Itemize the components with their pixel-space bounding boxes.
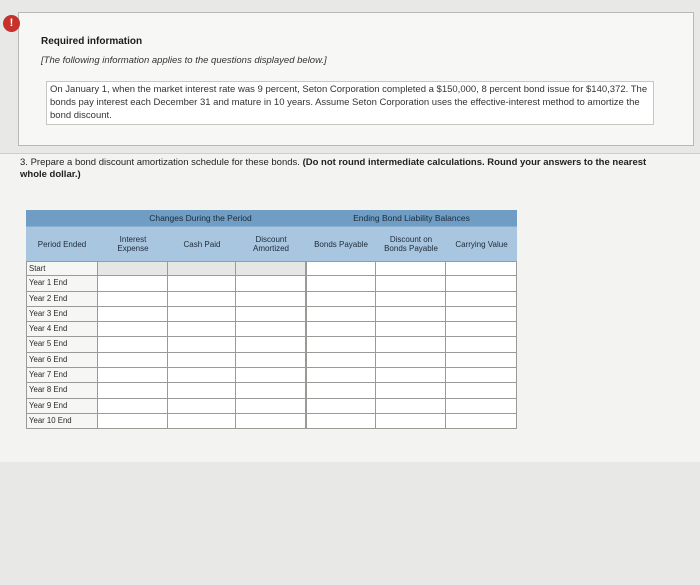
bonds-payable-input[interactable] bbox=[306, 276, 376, 291]
interest-expense-input[interactable] bbox=[98, 414, 168, 429]
bonds-payable-input[interactable] bbox=[306, 322, 376, 337]
col-header-discount-on-bonds-payable: Discount on Bonds Payable bbox=[384, 235, 438, 253]
required-information-box bbox=[18, 12, 694, 146]
bonds-payable-input[interactable] bbox=[306, 337, 376, 352]
table-row bbox=[26, 414, 517, 429]
table-row bbox=[26, 353, 517, 368]
carrying-value-input[interactable] bbox=[446, 383, 517, 398]
table-row bbox=[26, 276, 517, 291]
cash-paid-input[interactable] bbox=[168, 307, 236, 322]
table-row bbox=[26, 368, 517, 383]
row-label: Year 2 End bbox=[26, 292, 98, 307]
col-header-discount-amortized: Discount Amortized bbox=[252, 235, 289, 253]
cash-paid-input[interactable] bbox=[168, 399, 236, 414]
discount-amortized-input[interactable] bbox=[236, 383, 306, 398]
question-rounding-note: (Do not round intermediate calculations. Round your answers to the nearest whole dollar.) bbox=[20, 157, 647, 180]
carrying-value-input[interactable] bbox=[446, 353, 517, 368]
row-label: Year 3 End bbox=[26, 307, 98, 322]
row-label: Year 6 End bbox=[26, 353, 98, 368]
cash-paid-input[interactable] bbox=[168, 353, 236, 368]
row-label: Year 7 End bbox=[26, 368, 98, 383]
carrying-value-input[interactable] bbox=[446, 337, 517, 352]
row-label: Year 10 End bbox=[26, 414, 98, 429]
cash-paid-input[interactable] bbox=[168, 383, 236, 398]
discount-on-bonds-payable-input[interactable] bbox=[376, 292, 446, 307]
cash-paid-input[interactable] bbox=[168, 414, 236, 429]
discount-on-bonds-payable-input[interactable] bbox=[376, 353, 446, 368]
carrying-value-input[interactable] bbox=[446, 261, 517, 276]
table-row bbox=[26, 337, 517, 352]
discount-on-bonds-payable-input[interactable] bbox=[376, 261, 446, 276]
discount-on-bonds-payable-input[interactable] bbox=[376, 414, 446, 429]
discount-amortized-input[interactable] bbox=[236, 337, 306, 352]
col-header-period-ended: Period Ended bbox=[37, 239, 87, 249]
carrying-value-input[interactable] bbox=[446, 399, 517, 414]
discount-on-bonds-payable-input[interactable] bbox=[376, 307, 446, 322]
carrying-value-input[interactable] bbox=[446, 414, 517, 429]
interest-expense-input[interactable] bbox=[98, 368, 168, 383]
table-row bbox=[26, 383, 517, 398]
cash-paid-input[interactable] bbox=[168, 337, 236, 352]
col-header-carrying-value: Carrying Value bbox=[455, 239, 508, 249]
cash-paid-input bbox=[168, 261, 236, 276]
bonds-payable-input[interactable] bbox=[306, 353, 376, 368]
interest-expense-input[interactable] bbox=[98, 307, 168, 322]
cash-paid-input[interactable] bbox=[168, 368, 236, 383]
discount-amortized-input[interactable] bbox=[236, 307, 306, 322]
row-label: Year 8 End bbox=[26, 383, 98, 398]
discount-amortized-input bbox=[236, 261, 306, 276]
discount-on-bonds-payable-input[interactable] bbox=[376, 383, 446, 398]
col-header-cash-paid: Cash Paid bbox=[183, 239, 221, 249]
discount-amortized-input[interactable] bbox=[236, 276, 306, 291]
question-text bbox=[20, 157, 670, 181]
question-number: 3. bbox=[20, 157, 28, 168]
group-header-changes: Changes During the Period bbox=[149, 213, 252, 223]
required-information-title: Required information bbox=[41, 36, 143, 47]
row-label: Year 9 End bbox=[26, 399, 98, 414]
cash-paid-input[interactable] bbox=[168, 292, 236, 307]
table-body bbox=[26, 261, 517, 429]
table-row bbox=[26, 322, 517, 337]
bonds-payable-input[interactable] bbox=[306, 368, 376, 383]
discount-on-bonds-payable-input[interactable] bbox=[376, 368, 446, 383]
discount-amortized-input[interactable] bbox=[236, 322, 306, 337]
group-header-ending-balances: Ending Bond Liability Balances bbox=[353, 213, 470, 223]
alert-icon: ! bbox=[3, 15, 20, 32]
bonds-payable-input[interactable] bbox=[306, 383, 376, 398]
interest-expense-input[interactable] bbox=[98, 322, 168, 337]
row-label: Year 5 End bbox=[26, 337, 98, 352]
carrying-value-input[interactable] bbox=[446, 276, 517, 291]
question-instruction: Prepare a bond discount amortization schedule for these bonds. bbox=[30, 157, 300, 168]
discount-amortized-input[interactable] bbox=[236, 414, 306, 429]
interest-expense-input[interactable] bbox=[98, 276, 168, 291]
bonds-payable-input[interactable] bbox=[306, 307, 376, 322]
carrying-value-input[interactable] bbox=[446, 307, 517, 322]
cash-paid-input[interactable] bbox=[168, 322, 236, 337]
row-label: Year 4 End bbox=[26, 322, 98, 337]
bonds-payable-input[interactable] bbox=[306, 414, 376, 429]
bonds-payable-input[interactable] bbox=[306, 292, 376, 307]
carrying-value-input[interactable] bbox=[446, 292, 517, 307]
interest-expense-input[interactable] bbox=[98, 383, 168, 398]
discount-amortized-input[interactable] bbox=[236, 368, 306, 383]
interest-expense-input[interactable] bbox=[98, 337, 168, 352]
discount-on-bonds-payable-input[interactable] bbox=[376, 322, 446, 337]
bonds-payable-input[interactable] bbox=[306, 399, 376, 414]
table-row bbox=[26, 261, 517, 276]
discount-amortized-input[interactable] bbox=[236, 399, 306, 414]
row-label: Start bbox=[26, 261, 98, 276]
discount-amortized-input[interactable] bbox=[236, 292, 306, 307]
interest-expense-input[interactable] bbox=[98, 292, 168, 307]
discount-on-bonds-payable-input[interactable] bbox=[376, 399, 446, 414]
discount-on-bonds-payable-input[interactable] bbox=[376, 276, 446, 291]
carrying-value-input[interactable] bbox=[446, 322, 517, 337]
interest-expense-input[interactable] bbox=[98, 353, 168, 368]
problem-description: On January 1, when the market interest rate was 9 percent, Seton Corporation completed a $150,000, 8 percent bond issue for $140,372. The bonds pay interest each December 31 and mature in 10 years. Assume Seton Corporation uses the effective-interest method to amortize the bond discount. bbox=[46, 81, 654, 125]
table-row bbox=[26, 399, 517, 414]
table-row bbox=[26, 292, 517, 307]
question-panel bbox=[0, 153, 700, 462]
required-information-note: [The following information applies to the questions displayed below.] bbox=[41, 55, 327, 66]
cash-paid-input[interactable] bbox=[168, 276, 236, 291]
table-row bbox=[26, 307, 517, 322]
discount-amortized-input[interactable] bbox=[236, 353, 306, 368]
carrying-value-input[interactable] bbox=[446, 368, 517, 383]
col-header-bonds-payable: Bonds Payable bbox=[314, 239, 368, 249]
interest-expense-input bbox=[98, 261, 168, 276]
discount-on-bonds-payable-input[interactable] bbox=[376, 337, 446, 352]
row-label: Year 1 End bbox=[26, 276, 98, 291]
interest-expense-input[interactable] bbox=[98, 399, 168, 414]
amortization-schedule-table bbox=[26, 210, 517, 585]
bonds-payable-input[interactable] bbox=[306, 261, 376, 276]
col-header-interest-expense: Interest Expense bbox=[117, 235, 149, 253]
